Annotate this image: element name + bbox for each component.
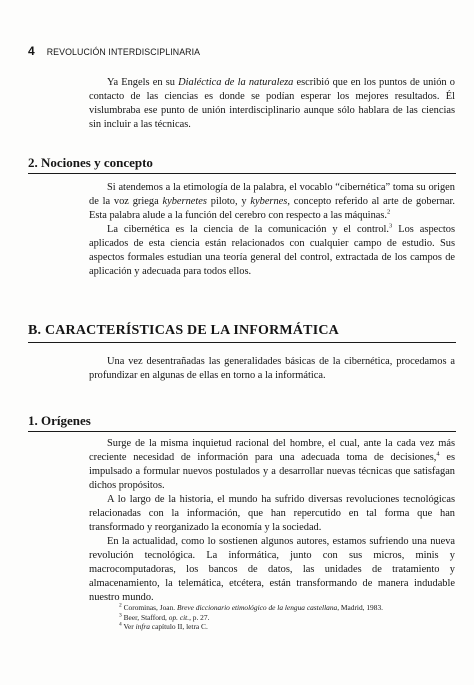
chapter-heading-caracteristicas: B. CARACTERÍSTICAS DE LA INFORMÁTICA <box>28 322 456 343</box>
footnote: $^4$ Ver infra capítulo II, letra C. <box>119 621 208 631</box>
footnote-ref: 4 <box>436 450 440 458</box>
nociones-paragraph-1: Si atendemos a la etimología de la palabra, el vocablo “cibernética” toma su origen de la voz griega kybernetes piloto, y kybernes, concepto referido al arte de gobernar. Esta palabra alude a la función del cerebro con respecto a las máquinas.$^2$ <box>89 182 455 221</box>
origenes-paragraph-1: Surge de la misma inquietud racional del hombre, el cual, ante la cada vez más creciente necesidad de información para una adecuada toma de decisiones,$^4$ es impulsado a formular nuevos postulados y a desarrollar nuevas técnicas que satisfagan dichos propósitos. <box>89 438 455 491</box>
nociones-block <box>89 181 455 279</box>
footnote-ref: 3 <box>389 222 393 230</box>
page-number: 4 <box>28 44 35 58</box>
section-heading-nociones: 2. Nociones y concepto <box>28 155 456 174</box>
intro-block <box>89 76 455 132</box>
footnotes <box>119 603 459 632</box>
section-heading-origenes: 1. Orígenes <box>28 413 456 432</box>
nociones-paragraph-2: La cibernética es la ciencia de la comunicación y el control.$^3$ Los aspectos aplicados de esta ciencia están relacionados con cualquier campo de estudio. Sus aspectos formales estudian una teoría general del control, extractada de los campos de aplicación y adecuada para todos ellos. <box>89 222 456 277</box>
intro-paragraph: Ya Engels en su Dialéctica de la naturaleza escribió que en los puntos de unión o contacto de las ciencias es donde se podían esperar los mejores resultados. Él vislumbraba ese punto de unión interdisciplinario aunque sólo hablara de las ciencias sin incluir a las técnicas. <box>89 77 455 130</box>
running-title: REVOLUCIÓN INTERDISCIPLINARIA <box>46 47 201 57</box>
footnote: $^3$ Beer, Stafford, op. cit., p. 27. <box>119 612 210 622</box>
caracteristicas-paragraph: Una vez desentrañadas las generalidades básicas de la cibernética, procedamos a profundizar en algunas de ellas en torno a la informática. <box>89 356 455 381</box>
caracteristicas-block <box>89 355 455 383</box>
footnote-ref: 2 <box>387 208 391 216</box>
origenes-block <box>89 437 455 605</box>
footnote: $^2$ Corominas, Joan. Breve diccionario etimológico de la lengua castellana, Madrid, 1983. <box>119 602 383 612</box>
origenes-paragraph-2: A lo largo de la historia, el mundo ha sufrido diversas revoluciones tecnológicas relacionadas con la información, que han repercutido en tal forma que han transformado y reorganizado la economía y la sociedad. <box>89 494 455 533</box>
origenes-paragraph-3: En la actualidad, como lo sostienen algunos autores, estamos sufriendo una nueva revolución tecnológica. La informática, junto con sus micros, minis y macrocomputadoras, los bancos de datos, las unidades de tratamiento y almacenamiento, la telemática, etcétera, están transformando de manera indudable nuestro mundo. <box>89 536 455 603</box>
running-header <box>28 45 200 59</box>
